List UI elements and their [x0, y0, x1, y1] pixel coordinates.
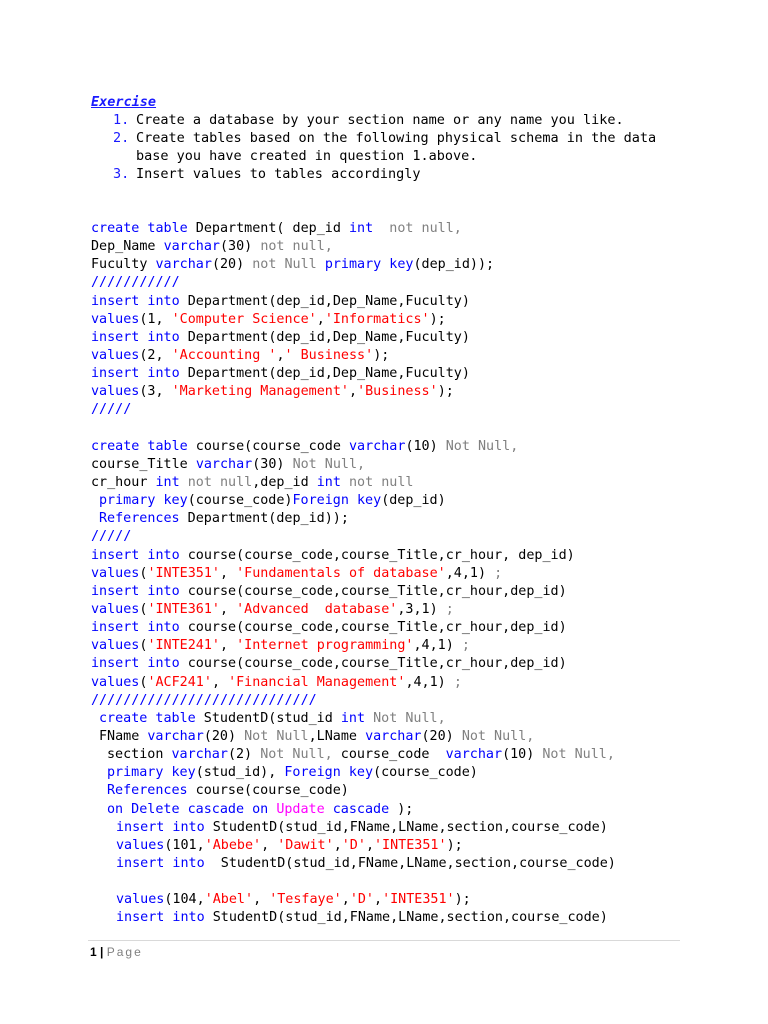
code-token: ); [397, 801, 414, 817]
code-token: ); [429, 311, 446, 327]
code-token: insert into [116, 819, 205, 835]
code-token [365, 711, 373, 726]
code-token: Department(dep_id,Dep_Name,Fuculty) [179, 366, 470, 382]
code-token: Department(dep_id,Dep_Name,Fuculty) [179, 329, 470, 345]
code-token: Department(dep_id)); [179, 511, 349, 527]
code-token: , [261, 837, 278, 853]
code-token: Department(dep_id,Dep_Name,Fuculty) [179, 293, 470, 309]
code-token: References [99, 511, 180, 527]
code-token: 'INTE351' [374, 837, 447, 853]
code-token: not null, [260, 239, 333, 255]
code-token: 'D' [349, 892, 374, 908]
code-line [0, 383, 616, 401]
code-token: Not Null, [292, 456, 366, 472]
code-token: values [91, 347, 140, 363]
code-token: , [220, 565, 237, 581]
code-token: on Delete cascade on [107, 801, 277, 817]
code-token: 'INTE351' [382, 892, 455, 908]
code-token: (2, [139, 347, 172, 363]
code-token: values [91, 601, 140, 617]
code-line [0, 329, 616, 347]
page-label: Page [106, 945, 143, 959]
code-token: 'INTE241' [147, 638, 220, 654]
code-token: , [220, 601, 237, 617]
code-token: 'Internet programming' [236, 638, 414, 654]
code-token: 'Advanced database' [236, 601, 398, 617]
code-line [0, 891, 616, 909]
code-token: (dep_id) [381, 493, 446, 509]
code-token: StudentD(stud_id,FName,LName,section,course_code) [204, 855, 616, 871]
code-token: insert into [116, 910, 205, 926]
code-token: ///// [91, 529, 132, 545]
code-token: values [91, 311, 140, 327]
exercise-item-number: 3. [113, 166, 130, 182]
code-token: 'INTE351' [147, 565, 220, 581]
exercise-item-number: 2. [113, 130, 130, 146]
code-token: 'Financial Management' [228, 674, 406, 690]
code-token: primary key [324, 257, 414, 273]
code-line [0, 311, 616, 329]
code-token: ,4,1) [405, 674, 454, 690]
code-line [0, 601, 616, 619]
code-line [0, 873, 616, 891]
code-token [341, 475, 349, 490]
code-token: ; [445, 601, 454, 617]
code-token: insert into [91, 366, 180, 382]
code-line [0, 710, 616, 728]
code-token: values [91, 384, 140, 400]
code-line [0, 347, 616, 365]
code-token: varchar [365, 728, 422, 744]
code-token: insert into [91, 293, 180, 309]
code-line [0, 728, 616, 746]
code-token: StudentD(stud_id,FName,LName,section,course_code) [204, 910, 608, 926]
code-line [0, 510, 616, 528]
code-token: (101, [164, 837, 205, 853]
page-number: 1 [90, 945, 97, 959]
code-token: , [276, 347, 285, 363]
code-token: not null, [373, 221, 462, 236]
code-token: course(course_code,course_Title,cr_hour,dep_id) [179, 583, 567, 599]
code-line [0, 855, 616, 873]
code-token: varchar [195, 456, 253, 472]
code-line [0, 220, 616, 238]
code-token: cascade [324, 801, 398, 817]
code-token: , [211, 674, 229, 690]
code-token: (20) [211, 257, 253, 273]
code-token: Fuculty [91, 257, 156, 273]
code-token: ///// [91, 402, 132, 418]
code-token: 'Accounting ' [171, 347, 277, 363]
code-token: insert into [91, 329, 180, 345]
code-line [0, 692, 616, 710]
code-token: ); [446, 837, 463, 853]
code-token: values [91, 638, 140, 654]
code-token: varchar [163, 239, 220, 255]
code-token: values [116, 837, 165, 853]
code-token: , [374, 892, 383, 908]
code-token: insert into [91, 620, 180, 636]
code-line [0, 274, 616, 292]
code-token: Dep_Name [91, 239, 164, 255]
code-token: , [316, 311, 325, 327]
code-token: 'INTE361' [147, 601, 220, 617]
code-token: Not Null [244, 728, 309, 744]
code-token: values [91, 674, 140, 690]
code-token: create table [91, 221, 188, 236]
code-token: 'Abel' [204, 892, 254, 908]
code-token: int [155, 474, 180, 490]
code-token: course_Title [91, 456, 196, 472]
code-token: ; [494, 565, 503, 581]
code-token: , [333, 837, 342, 853]
code-token: insert into [91, 583, 180, 599]
code-token: course(course_code) [187, 783, 349, 799]
code-line [0, 438, 616, 456]
code-token: Department( dep_id [187, 221, 349, 236]
code-token: 'Abebe' [204, 837, 262, 853]
code-token: , [349, 384, 358, 400]
code-token: Foreign key [292, 493, 382, 509]
code-token: 'Computer Science' [171, 311, 317, 327]
code-token: course(course_code,course_Title,cr_hour, dep_id) [179, 547, 575, 563]
exercise-item-text-continued: base you have created in question 1.above. [136, 148, 478, 164]
code-token: 'D' [341, 837, 366, 853]
code-token: course(course_code [187, 438, 349, 454]
code-token: (104, [164, 892, 205, 908]
code-token: varchar [147, 728, 204, 744]
code-line [0, 401, 616, 419]
code-token: section [107, 747, 172, 763]
code-token: (course_code) [187, 493, 293, 509]
page-footer [90, 944, 143, 960]
code-token: values [91, 565, 140, 581]
code-token: Not Null, [260, 747, 333, 763]
exercise-title: Exercise [91, 94, 157, 110]
code-line [0, 238, 616, 256]
exercise-item-text: Create tables based on the following physical schema in the data [136, 130, 657, 146]
code-token: ,3,1) [397, 601, 446, 617]
code-token: cr_hour [91, 474, 156, 490]
code-token: int [349, 221, 374, 236]
code-token: ); [454, 892, 471, 908]
exercise-item-text: Insert values to tables accordingly [136, 166, 421, 182]
code-token: int [340, 710, 366, 726]
code-line [0, 637, 616, 655]
code-token: Not Null, [542, 747, 615, 763]
code-token: not null [349, 474, 414, 490]
code-token: Not Null, [445, 438, 519, 454]
code-line [0, 619, 616, 637]
code-token: , [365, 837, 374, 853]
code-token: (10) [405, 438, 446, 454]
code-token: 'Tesfaye' [269, 892, 342, 908]
code-line [0, 420, 616, 438]
code-token: ( [139, 601, 148, 617]
code-token [180, 475, 188, 490]
code-token: primary key [107, 765, 196, 781]
code-token: Foreign key [284, 765, 374, 781]
code-token: course(course_code,course_Title,cr_hour,dep_id) [179, 656, 567, 672]
code-line [0, 782, 616, 800]
code-line [0, 819, 616, 837]
code-line [0, 583, 616, 601]
code-token: , [220, 638, 237, 654]
code-line [0, 492, 616, 510]
exercise-item-number: 1. [113, 112, 130, 128]
code-token: create table [91, 438, 188, 454]
code-line [0, 565, 616, 583]
code-line [0, 764, 616, 782]
code-token: (10) [502, 747, 543, 763]
code-line [0, 909, 616, 927]
code-line [0, 256, 616, 274]
code-line [0, 746, 616, 764]
code-token: 'ACF241' [147, 674, 212, 690]
code-token: varchar [171, 747, 228, 763]
code-token: primary key [99, 493, 188, 509]
code-token: (3, [139, 384, 172, 400]
code-token: StudentD(stud_id,FName,LName,section,course_code) [204, 819, 608, 835]
code-token: ; [453, 674, 462, 690]
code-token: insert into [91, 547, 180, 563]
code-line [0, 456, 616, 474]
code-token: course_code [332, 747, 446, 763]
code-token: not null [187, 474, 253, 490]
code-token: (stud_id), [195, 765, 285, 781]
code-line [0, 837, 616, 855]
code-token: (20) [203, 728, 245, 744]
code-line [0, 674, 616, 692]
code-token: (dep_id)); [413, 257, 495, 273]
code-token: values [116, 892, 165, 908]
code-token: create table [99, 710, 196, 726]
code-token: (2) [227, 747, 261, 763]
code-token: StudentD(stud_id [195, 710, 341, 726]
code-token: (20) [421, 728, 462, 744]
code-token: int [316, 474, 341, 490]
code-token: 'Fundamentals of database' [236, 565, 446, 581]
code-line [0, 655, 616, 673]
code-token: insert into [116, 855, 205, 871]
code-token: varchar [155, 257, 212, 273]
code-token: ,4,1) [445, 565, 495, 581]
code-line [0, 474, 616, 492]
code-line [0, 801, 616, 819]
code-token: , [341, 892, 350, 908]
code-line [0, 365, 616, 383]
code-token: ( [139, 565, 148, 581]
code-line [0, 528, 616, 546]
code-token: not Null [252, 257, 325, 273]
code-token: ,LName [308, 728, 366, 744]
code-token: varchar [445, 747, 503, 763]
code-token: ( [139, 638, 148, 654]
code-line [0, 547, 616, 565]
code-token: (30) [220, 239, 261, 255]
code-token: ,4,1) [413, 638, 462, 654]
code-token: course(course_code,course_Title,cr_hour,dep_id) [179, 620, 567, 636]
code-token: //////////////////////////// [91, 692, 317, 708]
code-token: (30) [252, 456, 293, 472]
code-token: FName [99, 728, 148, 744]
code-token: References [107, 783, 188, 799]
code-token: (course_code) [373, 765, 478, 781]
code-token: varchar [349, 438, 406, 454]
code-line [0, 293, 616, 311]
footer-divider [88, 940, 680, 941]
sql-code-block [0, 220, 616, 927]
code-token: ); [373, 347, 390, 363]
code-token: Update [276, 801, 325, 817]
footer-separator: | [96, 945, 107, 959]
exercise-item-text: Create a database by your section name or any name you like. [136, 112, 624, 128]
code-token: , [253, 892, 270, 908]
code-token: Not Null, [461, 728, 535, 744]
code-token: ; [461, 638, 470, 654]
code-token: ,dep_id [252, 474, 317, 490]
code-token: 'Informatics' [324, 311, 430, 327]
code-token: /////////// [91, 275, 180, 291]
code-token: insert into [91, 656, 180, 672]
code-token: (1, [139, 311, 172, 327]
code-token: 'Business' [357, 384, 438, 400]
code-token: 'Dawit' [277, 837, 334, 853]
code-token: ); [437, 384, 454, 400]
code-token: 'Marketing Management' [171, 384, 349, 400]
code-token: ' Business' [284, 347, 374, 363]
code-token: ( [139, 674, 148, 690]
code-token: Not Null, [373, 710, 446, 726]
